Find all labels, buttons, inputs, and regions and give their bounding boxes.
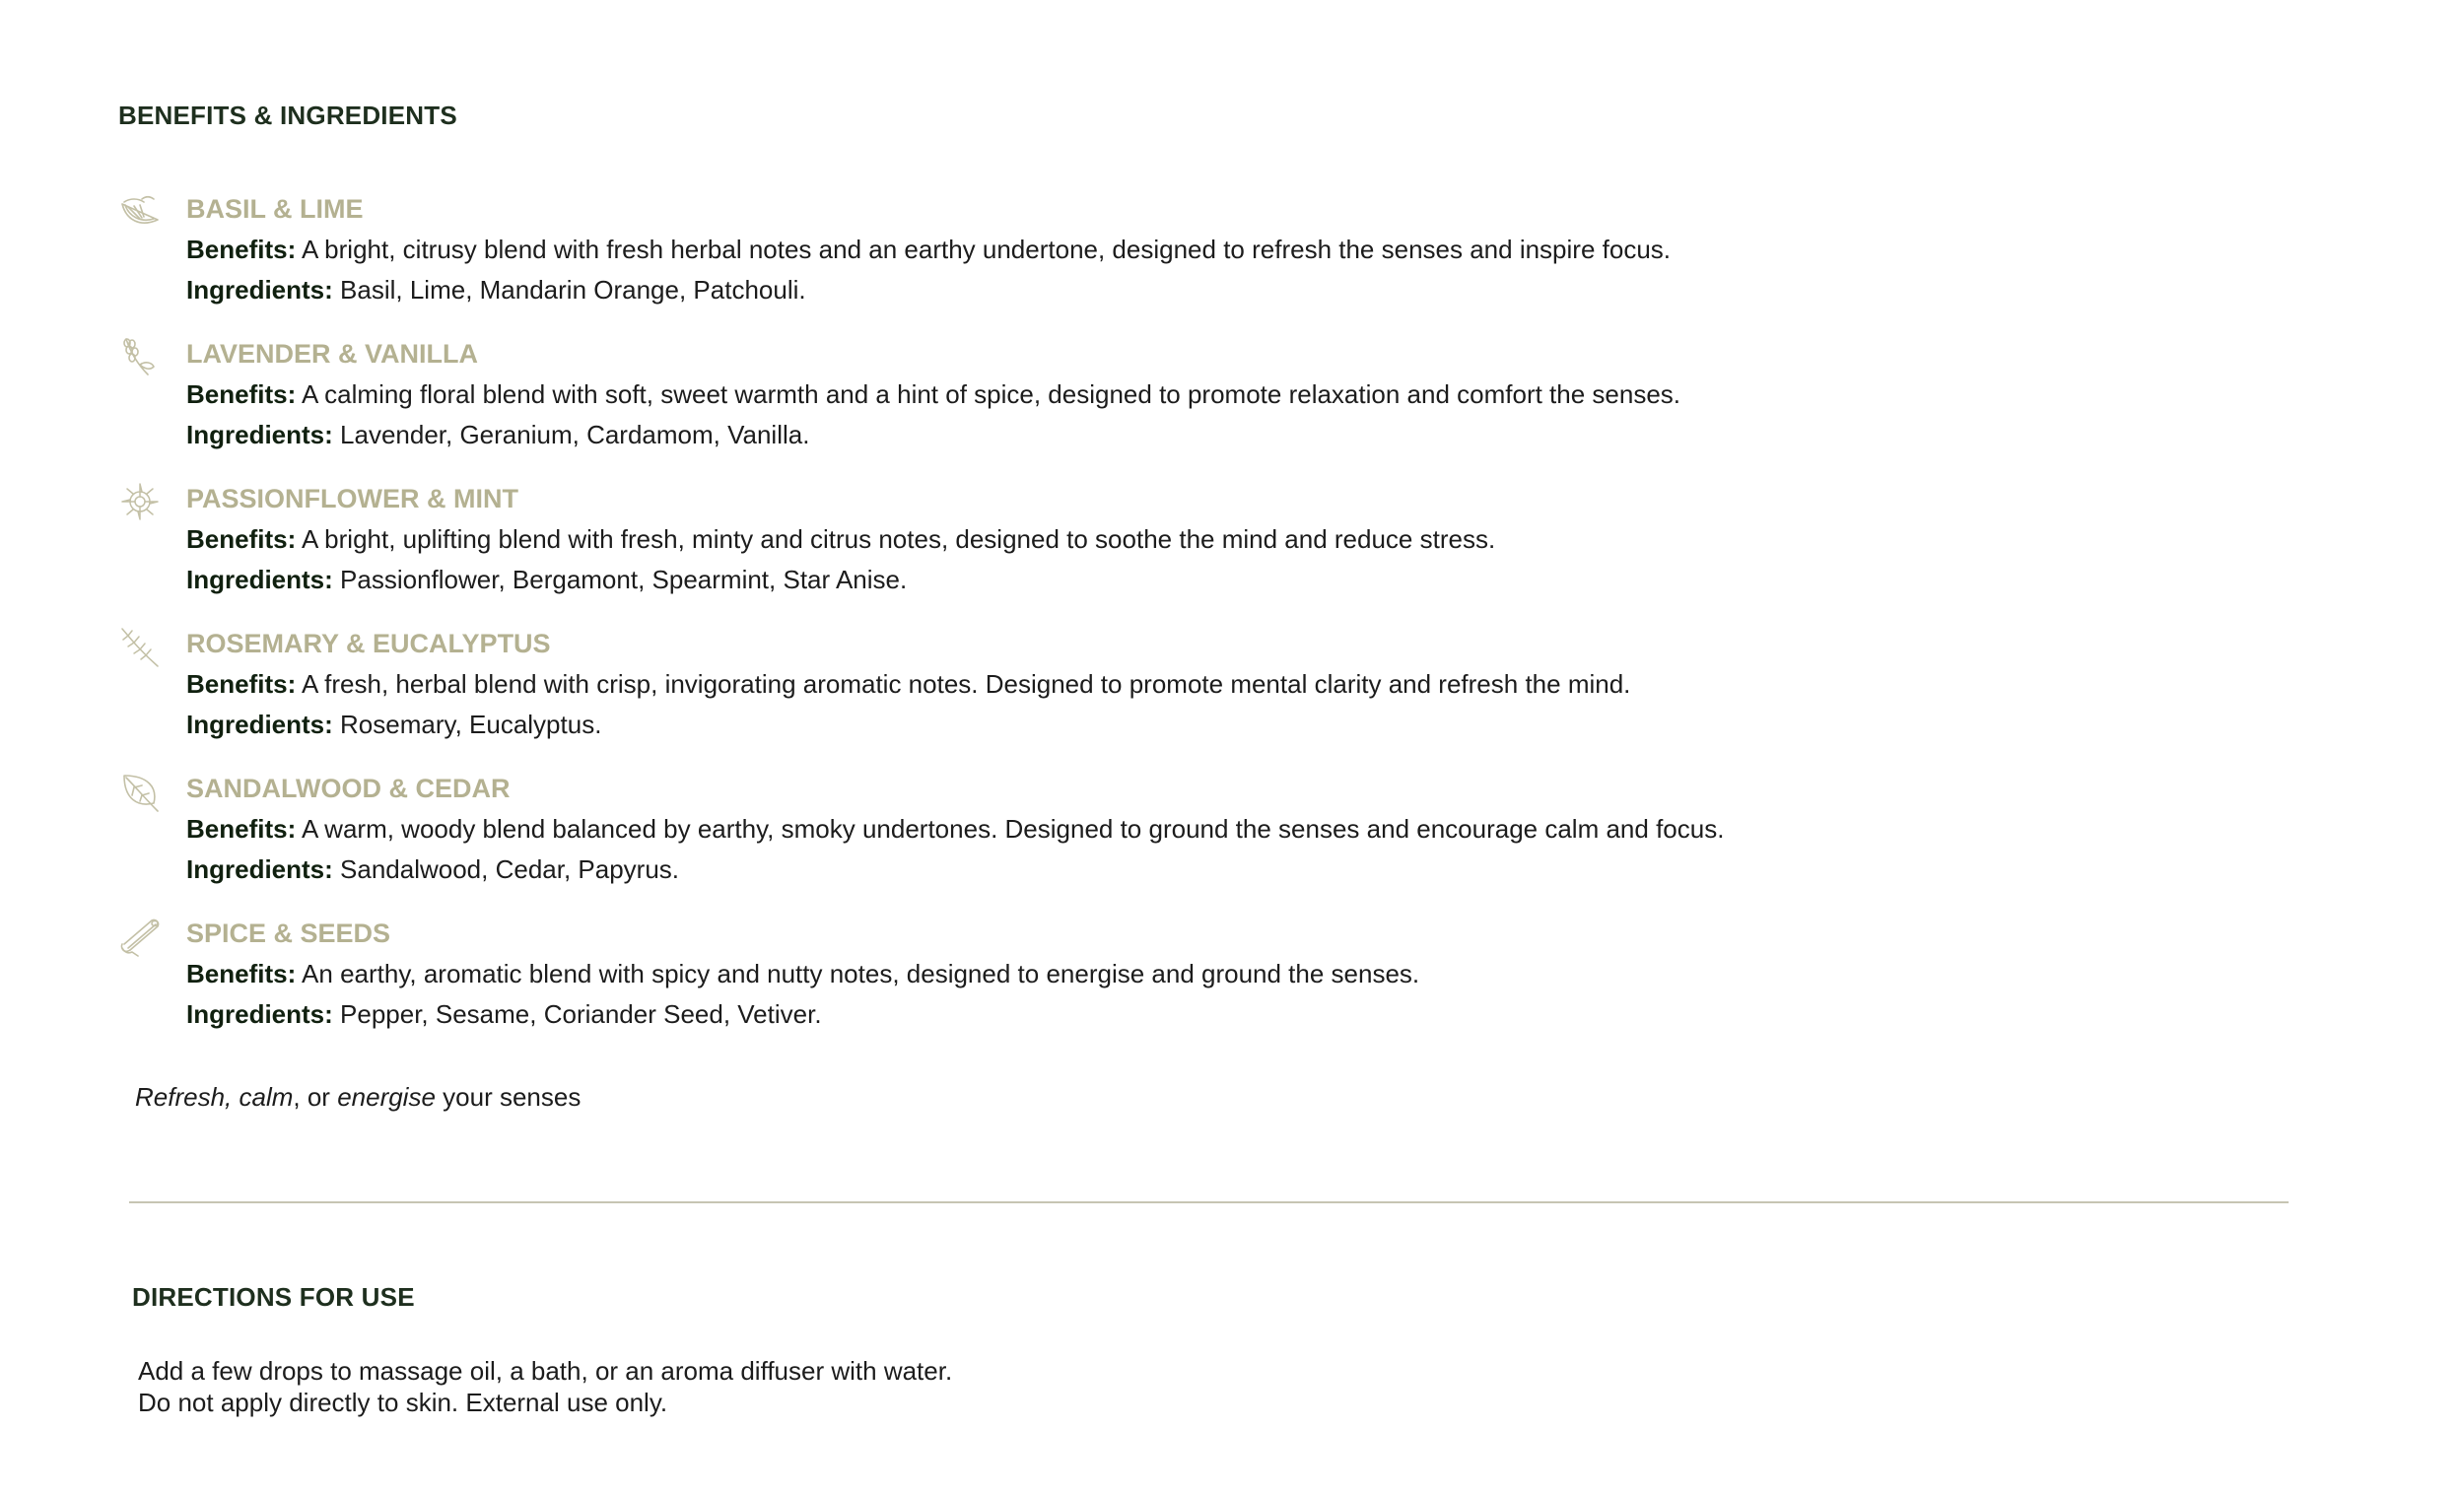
scent-ingredients <box>186 854 679 885</box>
ingredients-label: Ingredients: <box>186 999 333 1029</box>
tagline-separator: , or <box>293 1082 338 1112</box>
scent-ingredients <box>186 565 907 595</box>
benefits-label: Benefits: <box>186 524 297 554</box>
directions-heading: DIRECTIONS FOR USE <box>132 1282 415 1312</box>
tagline-refresh-calm: Refresh, calm <box>135 1082 294 1112</box>
scent-ingredients <box>186 420 809 450</box>
scent-name: SANDALWOOD & CEDAR <box>186 774 511 803</box>
tagline-rest: your senses <box>435 1082 582 1112</box>
ingredients-label: Ingredients: <box>186 275 333 305</box>
scent-ingredients <box>186 275 806 306</box>
cinnamon-stick-icon <box>118 915 162 958</box>
tagline-energise: energise <box>337 1082 436 1112</box>
ingredients-text: Rosemary, Eucalyptus. <box>340 710 602 739</box>
scent-benefits <box>186 524 1495 555</box>
scent-benefits <box>186 235 1671 265</box>
ingredients-label: Ingredients: <box>186 420 333 449</box>
benefits-label: Benefits: <box>186 814 297 844</box>
ingredients-label: Ingredients: <box>186 565 333 594</box>
benefits-text: A calming floral blend with soft, sweet warmth and a hint of spice, designed to promote relaxation and comfort the senses. <box>302 379 1681 409</box>
ingredients-text: Pepper, Sesame, Coriander Seed, Vetiver. <box>340 999 822 1029</box>
scent-ingredients <box>186 999 822 1030</box>
directions-line-2: Do not apply directly to skin. External use only. <box>138 1388 668 1417</box>
ingredients-label: Ingredients: <box>186 710 333 739</box>
scent-benefits <box>186 669 1630 700</box>
scent-name: ROSEMARY & EUCALYPTUS <box>186 629 551 658</box>
ingredients-label: Ingredients: <box>186 854 333 884</box>
ingredients-text: Passionflower, Bergamont, Spearmint, Star Anise. <box>340 565 908 594</box>
scent-name: LAVENDER & VANILLA <box>186 339 478 369</box>
benefits-text: A bright, citrusy blend with fresh herbal notes and an earthy undertone, designed to refresh the senses and inspire focus. <box>302 235 1672 264</box>
ingredients-text: Basil, Lime, Mandarin Orange, Patchouli. <box>340 275 806 305</box>
scent-ingredients <box>186 710 601 740</box>
passionflower-icon <box>118 480 162 523</box>
benefits-text: A bright, uplifting blend with fresh, minty and citrus notes, designed to soothe the mind and reduce stress. <box>302 524 1496 554</box>
benefits-label: Benefits: <box>186 959 297 988</box>
scent-benefits <box>186 959 1419 989</box>
section-divider <box>129 1201 2289 1203</box>
lavender-sprig-icon <box>118 335 162 378</box>
scent-name: PASSIONFLOWER & MINT <box>186 484 518 513</box>
benefits-label: Benefits: <box>186 379 297 409</box>
benefits-text: A fresh, herbal blend with crisp, invigorating aromatic notes. Designed to promote mental clarity and refresh the mind. <box>302 669 1631 699</box>
ingredients-text: Sandalwood, Cedar, Papyrus. <box>340 854 680 884</box>
scent-benefits <box>186 379 1680 410</box>
lime-wedge-icon <box>118 190 162 234</box>
benefits-label: Benefits: <box>186 669 297 699</box>
directions-line-1: Add a few drops to massage oil, a bath, or an aroma diffuser with water. <box>138 1356 953 1386</box>
scent-benefits <box>186 814 1724 845</box>
ingredients-text: Lavender, Geranium, Cardamom, Vanilla. <box>340 420 810 449</box>
rosemary-sprig-icon <box>118 625 162 668</box>
benefits-text: A warm, woody blend balanced by earthy, smoky undertones. Designed to ground the senses and encourage calm and focus. <box>302 814 1725 844</box>
benefits-ingredients-heading: BENEFITS & INGREDIENTS <box>118 101 457 130</box>
benefits-label: Benefits: <box>186 235 297 264</box>
scent-name: BASIL & LIME <box>186 194 364 224</box>
scent-name: SPICE & SEEDS <box>186 919 391 948</box>
tagline <box>135 1082 581 1113</box>
benefits-text: An earthy, aromatic blend with spicy and nutty notes, designed to energise and ground the senses. <box>302 959 1420 988</box>
leaf-icon <box>118 770 162 813</box>
